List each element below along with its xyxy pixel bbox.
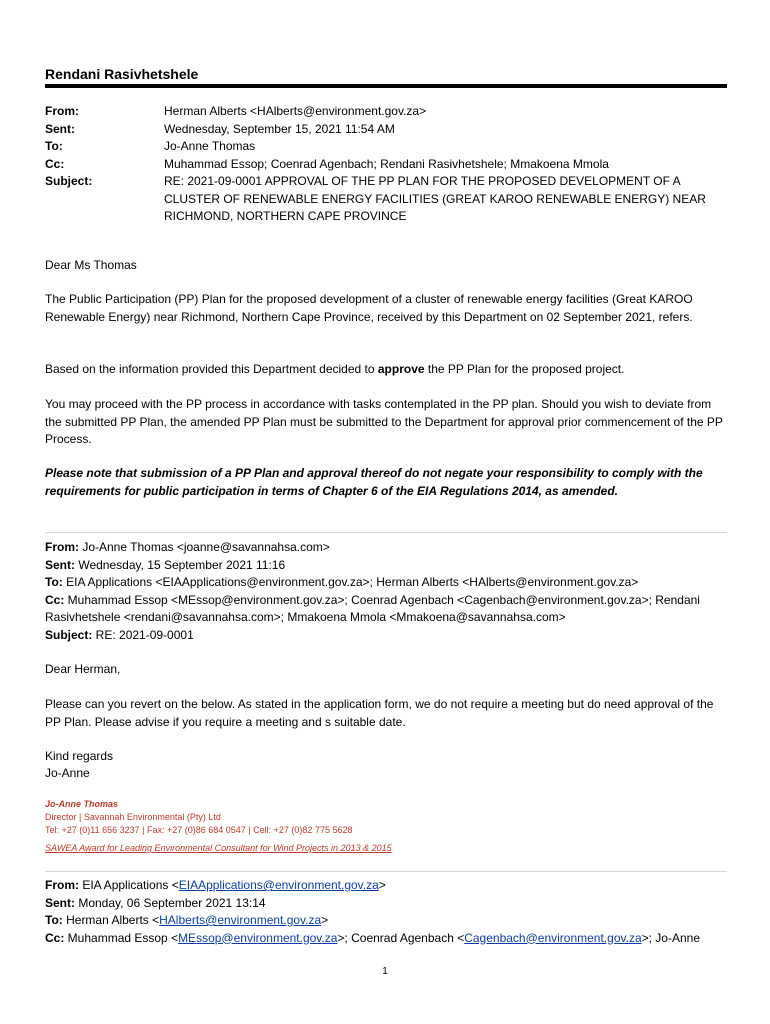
message2-header: [45, 539, 735, 644]
p2-after: the PP Plan for the proposed project.: [424, 362, 625, 376]
page-number: 1: [382, 966, 388, 977]
signature-name: Jo-Anne Thomas: [45, 799, 119, 809]
mailbox-owner-name: Rendani Rasivhetshele: [45, 66, 199, 82]
header-sent-label: Sent:: [45, 121, 75, 136]
header-cc-value: Muhammad Essop; Coenrad Agenbach; Rendani Rasivhetshele; Mmakoena Mmola: [164, 156, 609, 171]
email-signature: [45, 798, 392, 855]
message3-to-link[interactable]: HAlberts@environment.gov.za: [159, 913, 322, 927]
message2-greeting: Dear Herman,: [45, 662, 121, 676]
message1-greeting: Dear Ms Thomas: [45, 258, 137, 272]
message3-cc: Cc: Muhammad Essop <MEssop@environment.gov.za>; Coenrad Agenbach <Cagenbach@environment.gov.za>; Jo-Anne: [45, 930, 700, 945]
message-separator-2: [45, 871, 727, 872]
header-to-row: [45, 138, 735, 156]
header-from-label: From:: [45, 104, 79, 118]
message3-to: To: Herman Alberts <HAlberts@environment.gov.za>: [45, 913, 329, 927]
header-sent-row: [45, 121, 735, 139]
header-subject-value: RE: 2021-09-0001 APPROVAL OF THE PP PLAN FOR THE PROPOSED DEVELOPMENT OF A CLUSTER OF RENEWABLE ENERGY FACILITIES (GREAT KAROO RENEWABLE ENERGY) NEAR RICHMOND, NORTHERN CAPE PROVINCE: [164, 174, 706, 223]
message1-paragraph-3: You may proceed with the PP process in accordance with tasks contemplated in the PP plan. Should you wish to deviate from the submitted PP Plan, the amended PP Plan must be submitted to the Department for approval prior commencement of the PP Process.: [45, 397, 723, 446]
message3-from: From: EIA Applications <EIAApplications@environment.gov.za>: [45, 878, 386, 892]
message1-note: Please note that submission of a PP Plan and approval thereof do not negate your responsibility to comply with the requirements for public participation in terms of Chapter 6 of the EIA Regulations 2014, as amended.: [45, 466, 703, 498]
message2-to: To: EIA Applications <EIAApplications@environment.gov.za>; Herman Alberts <HAlberts@environment.gov.za>: [45, 575, 639, 589]
message2-paragraph-1: Please can you revert on the below. As stated in the application form, we do not require a meeting but do need approval of the PP Plan. Please advise if you require a meeting and s suitable date.: [45, 697, 714, 729]
message1-paragraph-2: [45, 361, 730, 379]
message2-from: From: Jo-Anne Thomas <joanne@savannahsa.com>: [45, 540, 330, 554]
header-subject-row: [45, 173, 735, 226]
message-separator-1: [45, 532, 727, 533]
header-from-row: [45, 103, 735, 121]
signature-contact: Tel: +27 (0)11 656 3237 | Fax: +27 (0)86 684 0547 | Cell: +27 (0)82 775 5628: [45, 825, 353, 835]
message2-subject: Subject: RE: 2021-09-0001: [45, 627, 194, 642]
email-header: [45, 103, 735, 226]
p2-before: Based on the information provided this Department decided to: [45, 362, 378, 376]
message2-closing-2: Jo-Anne: [45, 766, 90, 780]
header-to-label: To:: [45, 139, 63, 153]
header-to-value: Jo-Anne Thomas: [164, 139, 256, 153]
message3-sent: Sent: Monday, 06 September 2021 13:14: [45, 895, 266, 910]
message3-cc-link-1[interactable]: MEssop@environment.gov.za: [178, 930, 338, 945]
signature-award-link[interactable]: SAWEA Award for Leading Environmental Consultant for Wind Projects in 2013 & 2015: [45, 843, 392, 853]
header-subject-label: Subject:: [45, 174, 93, 188]
message1-paragraph-1: The Public Participation (PP) Plan for the proposed development of a cluster of renewable energy facilities (Great KAROO Renewable Energy) near Richmond, Northern Cape Province, received by this Department on 02 September 2021, refers.: [45, 292, 693, 324]
message3-cc-link-2[interactable]: Cagenbach@environment.gov.za: [464, 930, 642, 945]
header-cc-label: Cc:: [45, 156, 65, 171]
header-cc-row: [45, 156, 735, 174]
header-rule: [45, 84, 727, 88]
p2-approve: approve: [377, 362, 425, 376]
message2-closing-1: Kind regards: [45, 749, 114, 763]
header-sent-value: Wednesday, September 15, 2021 11:54 AM: [164, 121, 395, 136]
header-from-value: Herman Alberts <HAlberts@environment.gov.za>: [164, 104, 427, 118]
message2-sent: Sent: Wednesday, 15 September 2021 11:16: [45, 557, 286, 572]
message2-cc: Cc: Muhammad Essop <MEssop@environment.gov.za>; Coenrad Agenbach <Cagenbach@environment.gov.za>; Rendani Rasivhetshele <rendani@savannahsa.com>; Mmakoena Mmola <Mmakoena@savannahsa.com>: [45, 592, 700, 624]
message3-from-link[interactable]: EIAApplications@environment.gov.za: [178, 878, 379, 892]
signature-role: Director | Savannah Environmental (Pty) Ltd: [45, 812, 221, 822]
message3-header: [45, 877, 735, 947]
